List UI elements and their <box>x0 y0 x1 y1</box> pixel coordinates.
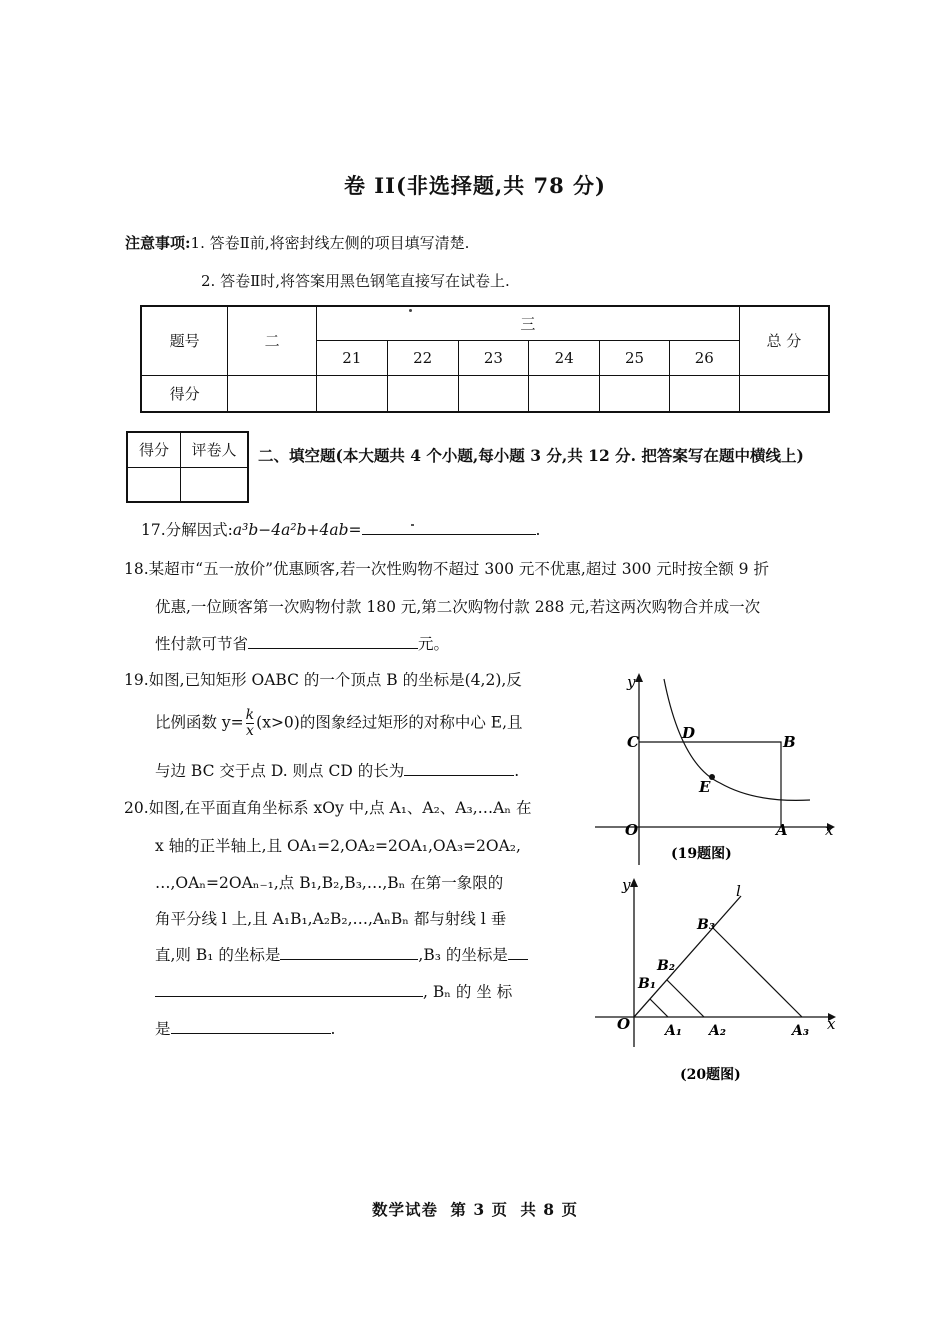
q20-line3: …,OAₙ=2OAₙ₋₁,点 B₁,B₂,B₃,…,Bₙ 在第一象限的 <box>155 874 504 892</box>
notice-text-1: 1. 答卷Ⅱ前,将密封线左侧的项目填写清楚. <box>190 234 470 252</box>
question-20-line-7 <box>155 1019 335 1039</box>
q20-line4: 角平分线 l 上,且 A₁B₁,A₂B₂,…,AₙBₙ 都与射线 l 垂 <box>155 910 507 928</box>
q17-number: 17. <box>141 521 166 539</box>
question-no-cell: 22 <box>387 340 458 375</box>
y-axis-arrow <box>630 878 638 887</box>
print-speck <box>411 524 414 526</box>
q20-b3-blank[interactable] <box>155 982 423 997</box>
section-2-header: 二 <box>228 306 317 375</box>
q17-expression: a³b−4a²b+4ab= <box>232 521 362 539</box>
grader-score-cell[interactable] <box>127 467 181 502</box>
segment-a3b3 <box>713 928 802 1017</box>
question-18-line-3 <box>155 634 449 654</box>
score-table <box>140 305 830 413</box>
q18-number: 18. <box>124 560 149 578</box>
q20-end: . <box>330 1020 336 1038</box>
score-cell[interactable] <box>529 375 600 412</box>
q19-fraction <box>246 708 254 739</box>
question-20-line-6 <box>155 982 512 1002</box>
footer-total: 共 8 页 <box>520 1200 578 1219</box>
notice-item-1 <box>125 232 469 253</box>
label-x: x <box>825 821 834 839</box>
q17-text: 分解因式: <box>165 521 233 539</box>
score-cell[interactable] <box>316 375 387 412</box>
question-20-line-5 <box>155 945 528 965</box>
q19-answer-blank[interactable] <box>404 761 514 776</box>
figure-20 <box>595 872 845 1090</box>
score-cell[interactable] <box>600 375 670 412</box>
label-e: E <box>699 778 711 796</box>
q19-line2a: 比例函数 y= <box>155 713 244 732</box>
score-cell[interactable] <box>387 375 458 412</box>
question-no-cell: 24 <box>529 340 600 375</box>
q17-end: . <box>535 521 541 539</box>
ray-l <box>634 896 741 1017</box>
label-b1: B₁ <box>638 976 656 992</box>
q18-unit: 元。 <box>418 635 450 653</box>
question-no-cell: 26 <box>669 340 739 375</box>
label-y: y <box>622 876 631 894</box>
label-a2: A₂ <box>709 1023 726 1039</box>
footer-page: 第 3 页 <box>450 1200 508 1219</box>
score-cell[interactable] <box>458 375 529 412</box>
label-y: y <box>627 673 636 691</box>
section-title-volume2: 卷 II(非选择题,共 78 分) <box>344 173 606 198</box>
grader-table <box>126 431 249 503</box>
q19-number: 19. <box>124 671 149 689</box>
label-d: D <box>682 724 696 742</box>
label-l: l <box>736 882 741 900</box>
question-19-line-1 <box>124 670 522 690</box>
fig20-caption: (20题图) <box>680 1067 741 1083</box>
figure-19 <box>595 665 840 870</box>
score-cell[interactable] <box>739 375 829 412</box>
total-header: 总 分 <box>739 306 829 375</box>
question-20-line-1 <box>124 798 531 818</box>
q20-line5a: 直,则 B₁ 的坐标是 <box>155 946 281 964</box>
page-footer <box>0 1198 950 1220</box>
q18-line2: 优惠,一位顾客第一次购物付款 180 元,第二次购物付款 288 元,若这两次购物合并成一次 <box>155 598 761 616</box>
q20-number: 20. <box>124 799 149 817</box>
question-18-line-1 <box>124 559 769 579</box>
q20-line6: , Bₙ 的 坐 标 <box>423 983 513 1001</box>
question-no-cell: 25 <box>600 340 670 375</box>
segment-a2b2 <box>667 980 704 1017</box>
label-a1: A₁ <box>665 1023 682 1039</box>
segment-a1b1 <box>650 999 668 1017</box>
q18-answer-blank[interactable] <box>248 634 418 649</box>
label-b: B <box>783 733 796 751</box>
notice-item-2: 2. 答卷Ⅱ时,将答案用黑色钢笔直接写在试卷上. <box>201 272 510 290</box>
question-no-cell: 23 <box>458 340 529 375</box>
label-o: O <box>617 1015 631 1033</box>
question-19-line-3 <box>155 761 519 781</box>
q19-line2b: (x>0)的图象经过矩形的对称中心 E,且 <box>256 713 523 732</box>
q17-answer-blank[interactable] <box>362 520 536 535</box>
q20-bn-blank[interactable] <box>171 1019 331 1034</box>
score-cell[interactable] <box>669 375 739 412</box>
score-cell[interactable] <box>228 375 317 412</box>
frac-numerator: k <box>245 707 255 723</box>
q19-line3: 与边 BC 交于点 D. 则点 CD 的长为 <box>155 762 405 780</box>
q19-end: . <box>514 762 520 780</box>
grader-name-cell[interactable] <box>181 467 249 502</box>
q20-line1: 如图,在平面直角坐标系 xOy 中,点 A₁、A₂、A₃,…Aₙ 在 <box>148 799 532 817</box>
label-x: x <box>827 1015 836 1033</box>
q20-b1-blank[interactable] <box>280 945 418 960</box>
q18-line3: 性付款可节省 <box>155 635 249 653</box>
label-a3: A₃ <box>792 1023 809 1039</box>
label-o: O <box>625 821 639 839</box>
label-a: A <box>776 821 788 839</box>
notice-label: 注意事项: <box>125 234 191 252</box>
grader-name-header: 评卷人 <box>181 432 249 467</box>
label-b2: B₂ <box>657 958 675 974</box>
section-2-heading: 二、填空题(本大题共 4 个小题,每小题 3 分,共 12 分. 把答案写在题中横线上) <box>258 446 804 465</box>
label-b3: B₃ <box>697 917 715 933</box>
question-17 <box>141 520 540 540</box>
q20-line7: 是 <box>155 1020 171 1038</box>
grader-score-header: 得分 <box>127 432 181 467</box>
fig19-caption: (19题图) <box>671 846 732 862</box>
footer-subject: 数学试卷 <box>372 1200 439 1219</box>
y-axis-arrow <box>635 673 643 682</box>
question-no-cell: 21 <box>316 340 387 375</box>
q20-line2: x 轴的正半轴上,且 OA₁=2,OA₂=2OA₁,OA₃=2OA₂, <box>155 837 521 855</box>
frac-denominator: x <box>245 723 254 739</box>
row-label-question-no: 题号 <box>141 306 228 375</box>
question-19-line-2 <box>155 708 523 739</box>
q19-line1: 如图,已知矩形 OABC 的一个顶点 B 的坐标是(4,2),反 <box>148 671 522 689</box>
q20-line5b: ,B₃ 的坐标是 <box>418 946 508 964</box>
q20-b3-blank-start[interactable] <box>508 945 528 960</box>
label-c: C <box>627 733 639 751</box>
section-3-header: 三 <box>316 306 739 340</box>
q18-line1: 某超市“五一放价”优惠顾客,若一次性购物不超过 300 元不优惠,超过 300 元时按全额 9 折 <box>148 560 769 578</box>
row-label-score: 得分 <box>141 375 228 412</box>
